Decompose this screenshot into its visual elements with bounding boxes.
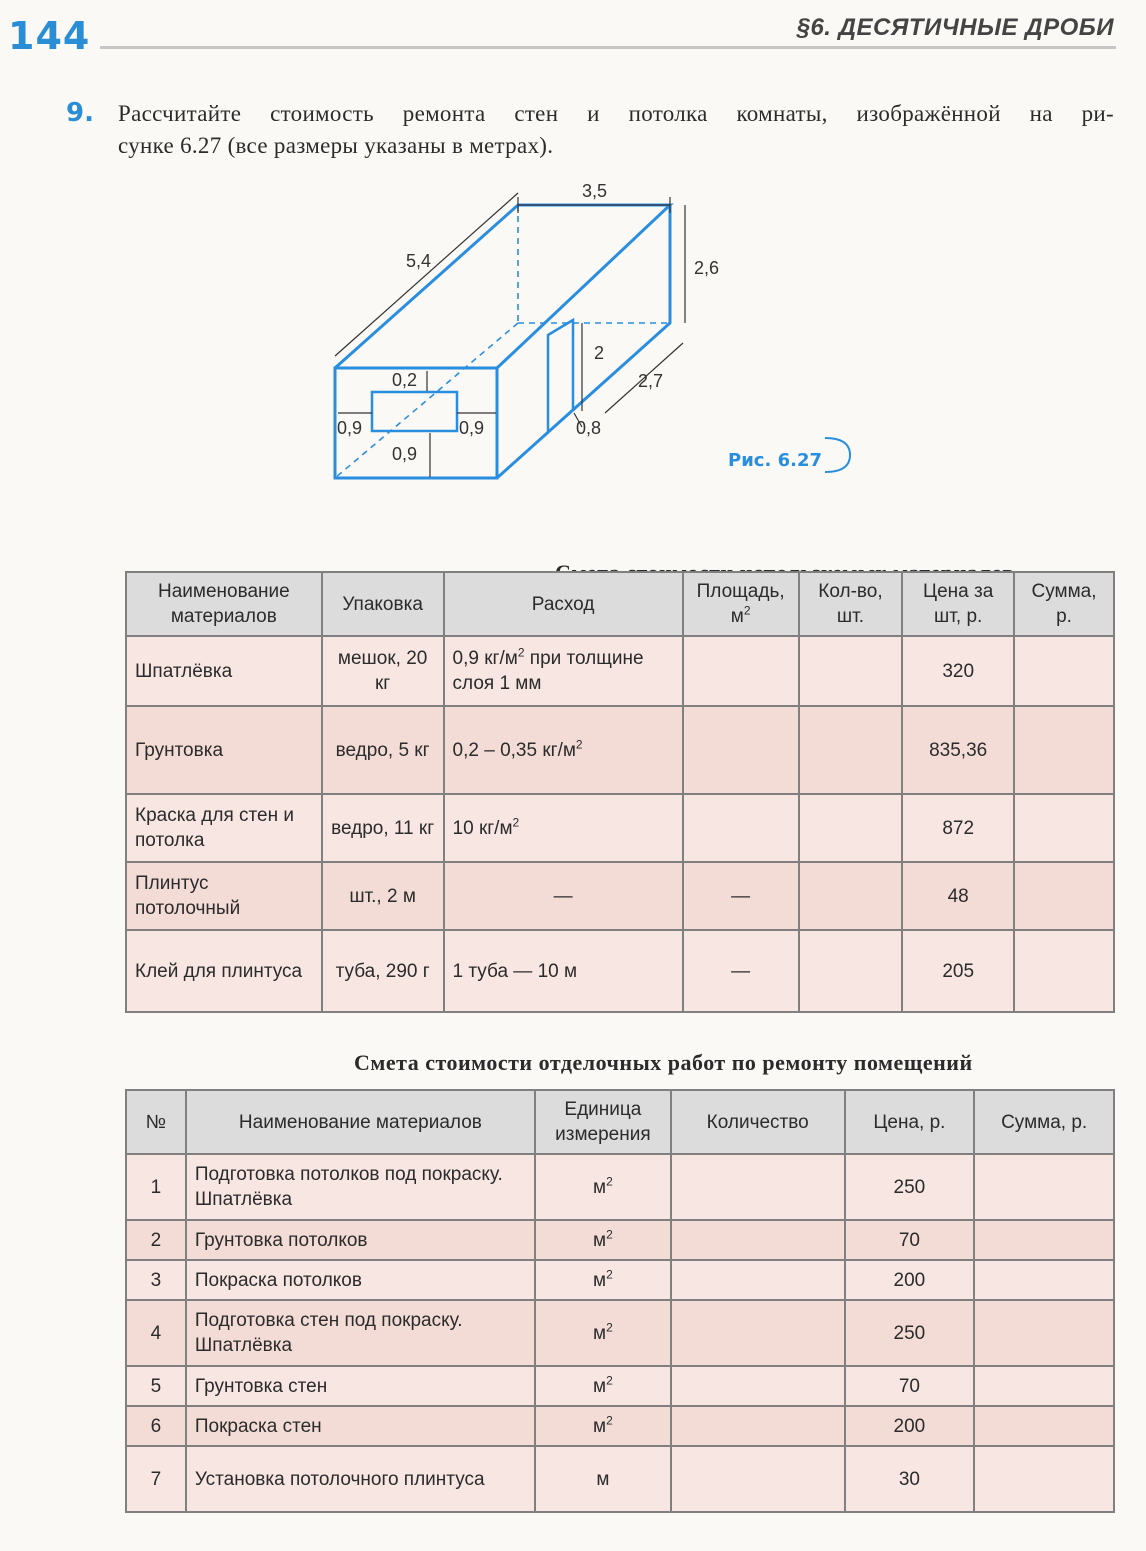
figure-caption-text: Рис. 6.27 [728, 450, 822, 471]
table-cell: 205 [902, 930, 1014, 1012]
table-cell: Плинтус потолочный [126, 862, 322, 930]
room-edges [335, 205, 670, 478]
table-cell [799, 636, 903, 706]
col-qty: Количество [671, 1090, 845, 1154]
table-cell [671, 1260, 845, 1300]
table-row [126, 930, 1114, 1012]
table-cell: $м^2$ [535, 1260, 671, 1300]
table-cell [683, 706, 799, 794]
table-cell: мешок, 20 кг [322, 636, 444, 706]
table-cell: — [444, 862, 683, 930]
table-row [126, 1366, 1114, 1406]
table-cell: 10 $кг/м^2$ [444, 794, 683, 862]
col-pack: Упаковка [322, 572, 444, 636]
col-sum: Сумма, р. [1014, 572, 1114, 636]
table-cell: 5 [126, 1366, 186, 1406]
table-cell: 835,36 [902, 706, 1014, 794]
table-cell [1014, 794, 1114, 862]
table-cell [671, 1220, 845, 1260]
table-cell [974, 1406, 1114, 1446]
table-cell [974, 1260, 1114, 1300]
table-cell: 0,9 $кг/м^2$ при толщине слоя 1 мм [444, 636, 683, 706]
table-cell [1014, 862, 1114, 930]
col-price: Цена, р. [845, 1090, 975, 1154]
table-cell: туба, 290 г [322, 930, 444, 1012]
table-cell: ведро, 5 кг [322, 706, 444, 794]
table-cell: 872 [902, 794, 1014, 862]
dim-door-height: 2 [594, 343, 605, 363]
table-row [126, 706, 1114, 794]
table-cell: Краска для стен и потолка [126, 794, 322, 862]
table-cell: Покраска стен [186, 1406, 535, 1446]
table-cell [799, 930, 903, 1012]
table-cell [683, 794, 799, 862]
table-cell: Подготовка потолков под покраску. Шпатлёвка [186, 1154, 535, 1220]
table-row [126, 862, 1114, 930]
table-cell [671, 1300, 845, 1366]
col-num: № [126, 1090, 186, 1154]
table-cell [799, 706, 903, 794]
table-row [126, 1446, 1114, 1512]
col-work-name: Наименование материалов [186, 1090, 535, 1154]
table-row [126, 1260, 1114, 1300]
col-qty: Кол-во, шт. [799, 572, 903, 636]
col-material-name: Наименование материалов [126, 572, 322, 636]
table-cell [974, 1366, 1114, 1406]
col-usage: Расход [444, 572, 683, 636]
table-cell: Грунтовка стен [186, 1366, 535, 1406]
table-cell [1014, 706, 1114, 794]
works-table [125, 1089, 1115, 1513]
table-cell: Шпатлёвка [126, 636, 322, 706]
table-cell: 3 [126, 1260, 186, 1300]
table-cell [671, 1446, 845, 1512]
table-cell: шт., 2 м [322, 862, 444, 930]
table-cell: 6 [126, 1406, 186, 1446]
figure-caption [728, 438, 850, 472]
table-cell: м [535, 1446, 671, 1512]
table-cell: 48 [902, 862, 1014, 930]
table-row [126, 636, 1114, 706]
table-cell: 30 [845, 1446, 975, 1512]
table-cell [974, 1220, 1114, 1260]
task-text [118, 98, 1114, 162]
dim-door-offset: 2,7 [638, 371, 664, 391]
table-cell: 70 [845, 1220, 975, 1260]
dimension-lines [335, 193, 685, 477]
table-cell [671, 1154, 845, 1220]
header-rule [100, 46, 1116, 49]
table-cell: $м^2$ [535, 1366, 671, 1406]
table-cell: — [683, 862, 799, 930]
dim-door-width: 0,8 [576, 418, 602, 438]
table-cell: 250 [845, 1154, 975, 1220]
table-row [126, 1154, 1114, 1220]
table-cell [974, 1300, 1114, 1366]
task-number: 9. [66, 98, 94, 128]
table-cell: 200 [845, 1260, 975, 1300]
table-cell [671, 1406, 845, 1446]
table-cell: 4 [126, 1300, 186, 1366]
works-caption: Смета стоимости отделочных работ по ремонту помещений [354, 1050, 973, 1075]
dim-top-width: 3,5 [582, 181, 608, 201]
dim-length: 5,4 [406, 251, 432, 271]
table-cell: Покраска потолков [186, 1260, 535, 1300]
table-cell: Грунтовка потолков [186, 1220, 535, 1260]
table-cell: Клей для плинтуса [126, 930, 322, 1012]
table-cell: Грунтовка [126, 706, 322, 794]
table-cell: $м^2$ [535, 1154, 671, 1220]
table-cell: 1 [126, 1154, 186, 1220]
table-cell: $м^2$ [535, 1220, 671, 1260]
table-cell [974, 1446, 1114, 1512]
table-cell: Подготовка стен под покраску. Шпатлёвка [186, 1300, 535, 1366]
hidden-edges [335, 205, 670, 478]
col-price: Цена за шт, р. [902, 572, 1014, 636]
table-cell: Установка потолочного плинтуса [186, 1446, 535, 1512]
table-cell [671, 1366, 845, 1406]
dim-window-bottom: 0,9 [392, 444, 418, 464]
table-cell [799, 862, 903, 930]
table-row [126, 1300, 1114, 1366]
table-row [126, 1220, 1114, 1260]
page-number: 144 [8, 14, 91, 58]
table-cell [1014, 930, 1114, 1012]
table-cell [683, 636, 799, 706]
door [548, 320, 573, 433]
table-cell: 70 [845, 1366, 975, 1406]
table-cell [799, 794, 903, 862]
table-cell: 2 [126, 1220, 186, 1260]
table-cell: 320 [902, 636, 1014, 706]
top-face [335, 205, 670, 368]
dim-height: 2,6 [694, 258, 720, 278]
table-cell: $м^2$ [535, 1406, 671, 1446]
table-cell [1014, 636, 1114, 706]
task-text-line2: сунке 6.27 (все размеры указаны в метрах). [118, 133, 554, 158]
dim-window-left: 0,9 [337, 418, 363, 438]
table-cell: 7 [126, 1446, 186, 1512]
table-cell: ведро, 11 кг [322, 794, 444, 862]
col-sum: Сумма, р. [974, 1090, 1114, 1154]
table-cell: 250 [845, 1300, 975, 1366]
task-text-line1: Рассчитайте стоимость ремонта стен и потолка комнаты, изображённой на ри- [118, 101, 1114, 126]
table-row [126, 1406, 1114, 1446]
col-area: Площадь, $м^2$ [683, 572, 799, 636]
table-cell: 0,2 – 0,35 $кг/м^2$ [444, 706, 683, 794]
table-cell: $м^2$ [535, 1300, 671, 1366]
table-cell: 200 [845, 1406, 975, 1446]
col-unit: Единица измерения [535, 1090, 671, 1154]
table-cell: 1 туба — 10 м [444, 930, 683, 1012]
section-title: §6. ДЕСЯТИЧНЫЕ ДРОБИ [796, 14, 1114, 41]
materials-table [125, 571, 1115, 1013]
table-cell [974, 1154, 1114, 1220]
dim-window-top: 0,2 [392, 370, 418, 390]
table-row [126, 794, 1114, 862]
dim-window-right: 0,9 [459, 418, 485, 438]
table-cell: — [683, 930, 799, 1012]
room-figure [320, 175, 860, 495]
